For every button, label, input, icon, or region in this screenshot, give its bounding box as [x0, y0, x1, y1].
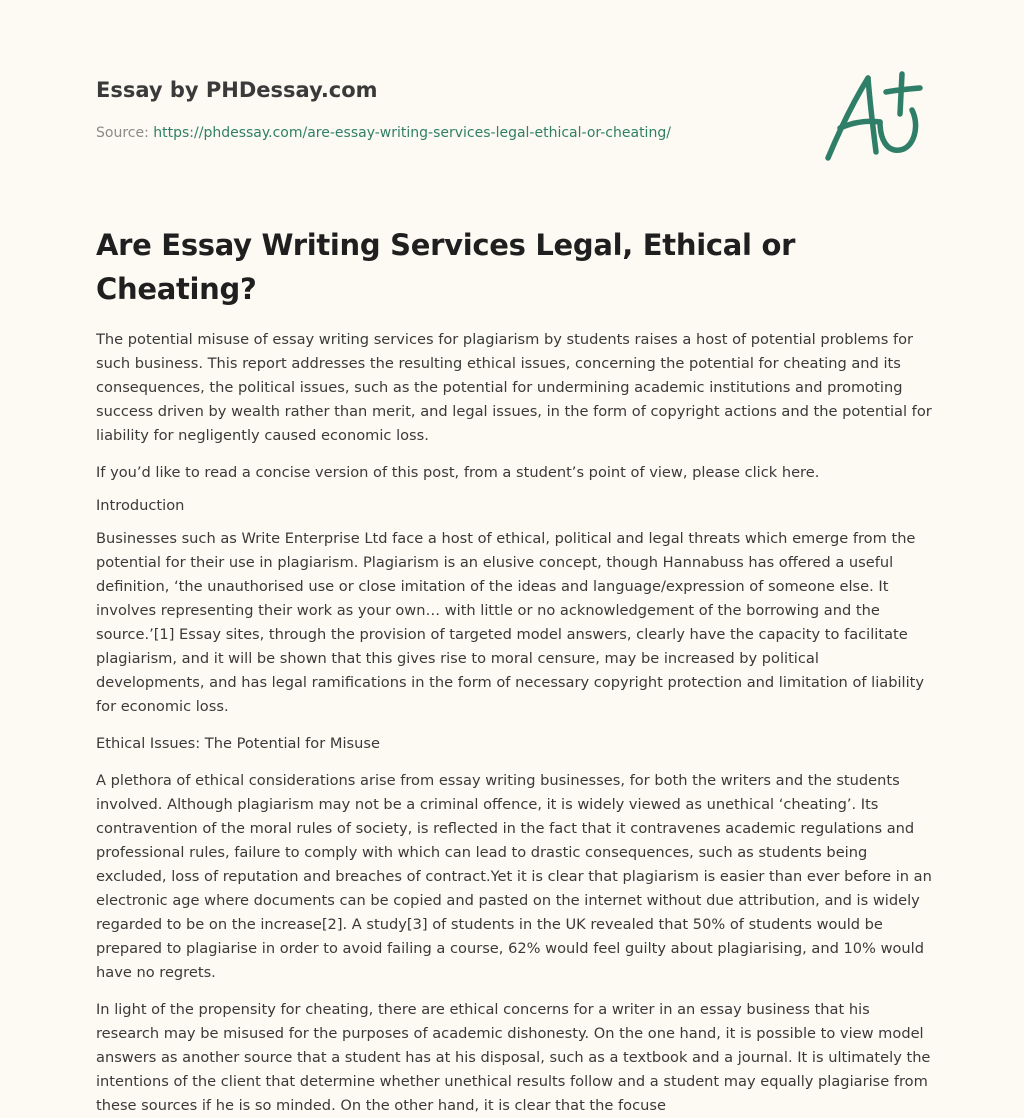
paragraph-intro: The potential misuse of essay writing services for plagiarism by students raises a host of potential problems for such business. This report addresses the resulting ethical issues, concerning the potential for cheating and its consequences, the political issues, such as the potential for undermining academic institutions and promoting success driven by wealth rather than merit, and legal issues, in the form of copyright actions and the potential for liability for negligently caused economic loss. — [96, 331, 932, 444]
paragraph-concise-link[interactable]: If you’d like to read a concise version of this post, from a student’s point of view, please click here. — [96, 464, 820, 481]
brand-name: Essay by PHDessay.com — [96, 78, 378, 102]
article — [96, 223, 932, 1118]
section-heading-introduction: Introduction — [96, 497, 185, 514]
paragraph-body: In light of the propensity for cheating, there are ethical concerns for a writer in an essay business that his research may be misused for the purposes of academic dishonesty. On the one hand, it is possible to view model answers as another source that a student has at his disposal, such as a textbook and a journal. It is ultimately the intentions of the client that determine whether unethical results follow and a student may equally plagiarise from these sources if he is so minded. On the other hand, it is clear that the focuse — [96, 1001, 931, 1114]
section-heading-ethical: Ethical Issues: The Potential for Misuse — [96, 735, 380, 752]
paragraph-body: A plethora of ethical considerations arise from essay writing businesses, for both the writers and the students involved. Although plagiarism may not be a criminal offence, it is widely viewed as unethical ‘cheating’. Its contravention of the moral rules of society, is reflected in the fact that it contravenes academic regulations and professional rules, failure to comply with which can lead to drastic consequences, such as students being excluded, loss of reputation and breaches of contract.Yet it is clear that plagiarism is easier than ever before in an electronic age where documents can be copied and pasted on the internet without due attribution, and is widely regarded to be on the increase[2]. A study[3] of students in the UK revealed that 50% of students would be prepared to plagiarise in order to avoid failing a course, 62% would feel guilty about plagiarising, and 10% would have no regrets. — [96, 772, 932, 981]
source-link[interactable]: https://phdessay.com/are-essay-writing-services-legal-ethical-or-cheating/ — [153, 125, 671, 141]
article-title: Are Essay Writing Services Legal, Ethical or Cheating? — [96, 228, 796, 306]
site-header — [96, 74, 796, 143]
paragraph-body: Businesses such as Write Enterprise Ltd face a host of ethical, political and legal threats which emerge from the potential for their use in plagiarism. Plagiarism is an elusive concept, though Hannabuss has offered a useful definition, ‘the unauthorised use or close imitation of the ideas and language/expression of someone else. It involves representing their work as your own… with little or no acknowledgement of the borrowing and the source.’[1] Essay sites, through the provision of targeted model answers, clearly have the capacity to facilitate plagiarism, and it will be shown that this gives rise to moral censure, may be increased by political developments, and has legal ramifications in the form of necessary copyright protection and limitation of liability for economic loss. — [96, 530, 924, 715]
source-line — [96, 123, 796, 143]
a-plus-grade-icon — [820, 66, 930, 166]
source-label: Source: — [96, 125, 149, 141]
